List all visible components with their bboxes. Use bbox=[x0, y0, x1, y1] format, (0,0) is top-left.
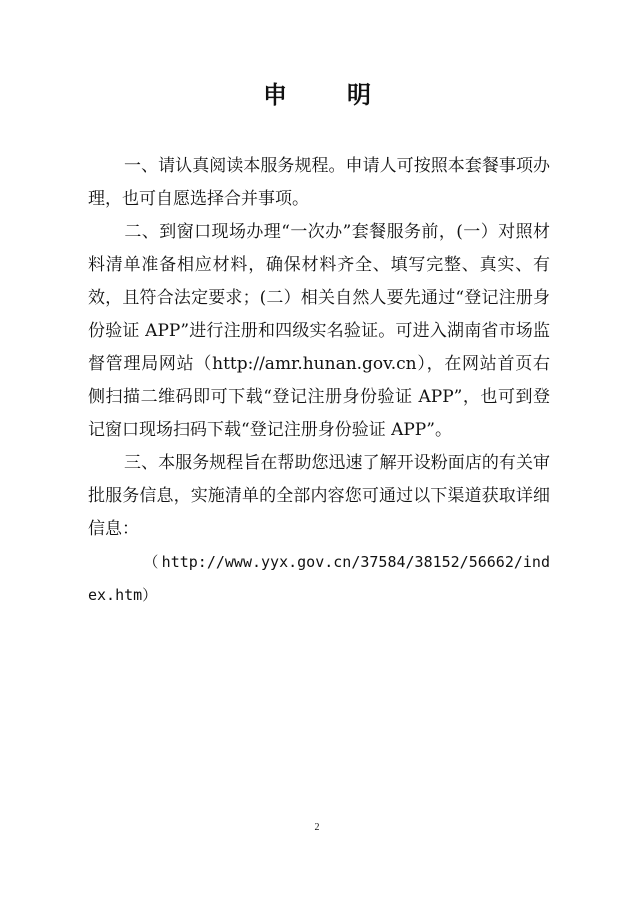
page-title: 申 明 bbox=[263, 81, 389, 109]
paragraph-2 bbox=[88, 216, 550, 447]
paragraph-3-text: 三、本服务规程旨在帮助您迅速了解开设粉面店的有关审批服务信息，实施清单的全部内容您可通过以下渠道获取详细信息： bbox=[88, 453, 550, 539]
document-body bbox=[88, 150, 550, 612]
page-number: 2 bbox=[314, 822, 320, 833]
paragraph-1-text: 一、请认真阅读本服务规程。申请人可按照本套餐事项办理，也可自愿选择合并事项。 bbox=[88, 156, 550, 209]
url-paragraph bbox=[88, 546, 550, 612]
paragraph-3 bbox=[88, 447, 550, 546]
reference-url: （http://www.yyx.gov.cn/37584/38152/56662/index.htm） bbox=[88, 553, 550, 604]
paragraph-1 bbox=[88, 150, 550, 216]
paragraph-2-text: 二、到窗口现场办理“一次办”套餐服务前，(一）对照材料清单准备相应材料，确保材料齐全、填写完整、真实、有效，且符合法定要求；(二）相关自然人要先通过“登记注册身份验证 APP”进行注册和四级实名验证。可进入湖南省市场监督管理局网站（http://amr.hunan.gov.cn），在网站首页右侧扫描二维码即可下载“登记注册身份验证 APP”，也可到登记窗口现场扫码下载“登记注册身份验证 APP”。 bbox=[88, 222, 550, 440]
